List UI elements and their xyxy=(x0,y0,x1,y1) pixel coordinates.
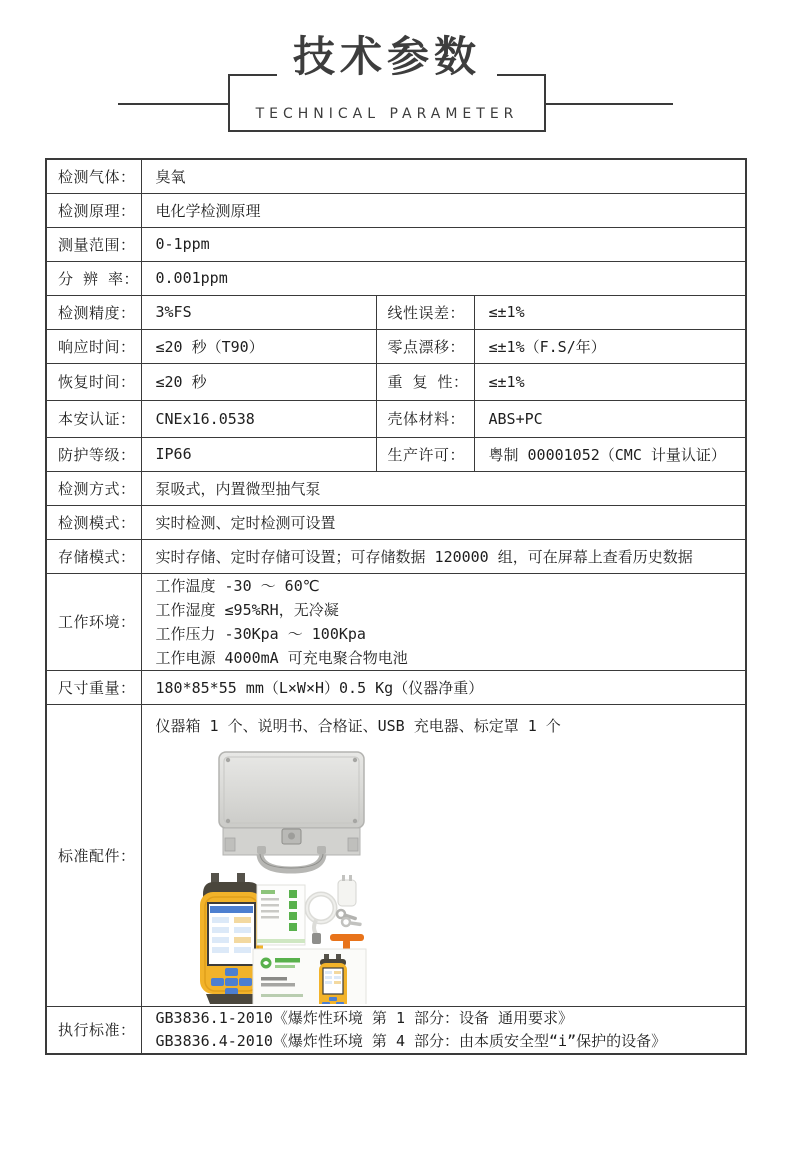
page-title: 技术参数 xyxy=(277,34,497,80)
env-line: 工作湿度 ≤95%RH，无冷凝 xyxy=(155,600,339,619)
row-value xyxy=(141,573,746,670)
row-label: 检测原理： xyxy=(46,193,141,227)
header-right-rule xyxy=(546,103,673,105)
row-label: 生产许可： xyxy=(376,437,474,471)
table-row xyxy=(46,400,746,437)
row-value: ≤±1% xyxy=(474,363,746,400)
row-value: IP66 xyxy=(141,437,376,471)
row-value: ≤20 秒 xyxy=(141,363,376,400)
row-label: 检测方式： xyxy=(46,471,141,505)
header-frame xyxy=(228,74,546,132)
row-value: 180*85*55 mm（L×W×H）0.5 Kg（仪器净重） xyxy=(141,670,746,704)
row-value xyxy=(141,704,746,1006)
row-label: 检测气体： xyxy=(46,159,141,193)
standard-line: GB3836.4-2010《爆炸性环境 第 4 部分：由本质安全型“i”保护的设备》 xyxy=(155,1031,667,1050)
table-row xyxy=(46,295,746,329)
keys-image xyxy=(337,910,362,926)
power-adapter-image xyxy=(338,875,356,906)
table-row xyxy=(46,227,746,261)
row-value: ≤±1% xyxy=(474,295,746,329)
row-value xyxy=(141,1006,746,1054)
row-label: 标准配件： xyxy=(46,704,141,1006)
row-value: 实时检测、定时检测可设置 xyxy=(141,505,746,539)
accessories-photo-image xyxy=(156,742,516,1004)
env-line: 工作压力 -30Kpa ～ 100Kpa xyxy=(155,624,366,643)
row-value: 3%FS xyxy=(141,295,376,329)
table-row xyxy=(46,261,746,295)
table-row xyxy=(46,193,746,227)
row-label: 恢复时间： xyxy=(46,363,141,400)
accessories-text: 仪器箱 1 个、说明书、合格证、USB 充电器、标定罩 1 个 xyxy=(155,716,561,735)
row-label: 工作环境： xyxy=(46,573,141,670)
row-value: ABS+PC xyxy=(474,400,746,437)
table-row xyxy=(46,573,746,670)
row-label: 检测模式： xyxy=(46,505,141,539)
row-value: ≤±1%（F.S/年） xyxy=(474,329,746,363)
row-label: 线性误差： xyxy=(376,295,474,329)
header-subtitle: TECHNICAL PARAMETER xyxy=(255,106,519,122)
row-label: 零点漂移： xyxy=(376,329,474,363)
row-value: 0-1ppm xyxy=(141,227,746,261)
row-value: 泵吸式，内置微型抽气泵 xyxy=(141,471,746,505)
env-line: 工作温度 -30 ～ 60℃ xyxy=(155,576,320,595)
accessories-photo xyxy=(156,742,742,1004)
row-value: 0.001ppm xyxy=(141,261,746,295)
table-row xyxy=(46,1006,746,1054)
row-value: 粤制 00001052（CMC 计量认证） xyxy=(474,437,746,471)
row-value: ≤20 秒（T90） xyxy=(141,329,376,363)
row-value: 实时存储、定时存储可设置；可存储数据 120000 组，可在屏幕上查看历史数据 xyxy=(141,539,746,573)
row-label: 重 复 性： xyxy=(376,363,474,400)
spec-table xyxy=(45,158,747,1055)
row-value: 臭氧 xyxy=(141,159,746,193)
row-label: 存储模式： xyxy=(46,539,141,573)
row-label: 本安认证： xyxy=(46,400,141,437)
row-label: 尺寸重量： xyxy=(46,670,141,704)
row-value: CNEx16.0538 xyxy=(141,400,376,437)
table-row xyxy=(46,670,746,704)
row-value: 电化学检测原理 xyxy=(141,193,746,227)
table-row xyxy=(46,329,746,363)
row-label: 测量范围： xyxy=(46,227,141,261)
row-label: 响应时间： xyxy=(46,329,141,363)
table-row xyxy=(46,539,746,573)
row-label: 防护等级： xyxy=(46,437,141,471)
aluminum-case-image xyxy=(219,752,364,870)
table-row xyxy=(46,159,746,193)
table-row xyxy=(46,437,746,471)
row-label: 执行标准： xyxy=(46,1006,141,1054)
row-label: 检测精度： xyxy=(46,295,141,329)
env-line: 工作电源 4000mA 可充电聚合物电池 xyxy=(155,648,408,667)
table-row xyxy=(46,704,746,1006)
row-label: 分 辨 率： xyxy=(46,261,141,295)
table-row xyxy=(46,471,746,505)
table-row xyxy=(46,505,746,539)
standard-line: GB3836.1-2010《爆炸性环境 第 1 部分：设备 通用要求》 xyxy=(155,1008,574,1027)
manual-card-image xyxy=(257,885,305,945)
product-box-image xyxy=(253,949,366,1004)
header-left-rule xyxy=(118,103,228,105)
table-row xyxy=(46,363,746,400)
row-label: 壳体材料： xyxy=(376,400,474,437)
